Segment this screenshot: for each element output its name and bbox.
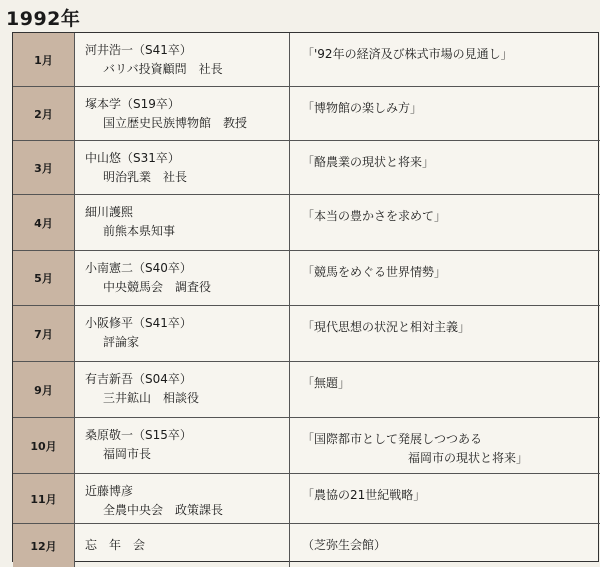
table-row [13, 87, 600, 141]
lecture-topic: 「'92年の経済及び株式市場の見通し」 [302, 47, 513, 61]
month-cell: 9月 [13, 362, 75, 417]
table-row [13, 524, 600, 567]
speaker-name: 中山悠（S31卒） [85, 151, 180, 165]
speaker-cell [75, 251, 289, 305]
speaker-cell [75, 418, 289, 473]
speaker-role: 評論家 [103, 335, 140, 349]
lecture-schedule-table [12, 32, 599, 562]
lecture-topic: 「無題」 [302, 376, 351, 390]
speaker-cell [75, 362, 289, 417]
speaker-cell [75, 141, 289, 194]
speaker-role: バリバ投資顧問 社長 [103, 62, 223, 76]
month-cell: 12月 [13, 524, 75, 567]
speaker-cell [75, 524, 289, 567]
month-cell: 10月 [13, 418, 75, 473]
speaker-name: 塚本学（S19卒） [85, 97, 180, 111]
speaker-role: 国立歴史民族博物館 教授 [103, 116, 248, 130]
table-row [13, 474, 600, 524]
speaker-name: 小阪修平（S41卒） [85, 316, 192, 330]
month-cell: 7月 [13, 306, 75, 361]
speaker-name: 河井浩一（S41卒） [85, 43, 192, 57]
lecture-topic: 「農協の21世紀戦略」 [302, 488, 426, 502]
page-title: 1992年 [6, 8, 81, 30]
month-cell: 1月 [13, 33, 75, 86]
table-row [13, 33, 600, 87]
topic-cell [289, 33, 600, 86]
table-row [13, 418, 600, 474]
speaker-cell [75, 306, 289, 361]
topic-cell [289, 87, 600, 140]
table-row [13, 141, 600, 195]
topic-cell [289, 141, 600, 194]
table-row [13, 195, 600, 251]
topic-cell [289, 306, 600, 361]
speaker-name: 有吉新吾（S04卒） [85, 372, 192, 386]
topic-cell [289, 362, 600, 417]
event-name: 忘 年 会 [85, 538, 146, 552]
topic-cell [289, 251, 600, 305]
speaker-role: 前熊本県知事 [103, 224, 176, 238]
table-row [13, 362, 600, 418]
speaker-cell [75, 87, 289, 140]
speaker-name: 近藤博彦 [85, 484, 134, 498]
event-venue: （芝弥生会館） [302, 538, 387, 552]
speaker-role: 明治乳業 社長 [103, 170, 188, 184]
speaker-name: 小南憲二（S40卒） [85, 261, 192, 275]
month-cell: 11月 [13, 474, 75, 523]
month-cell: 2月 [13, 87, 75, 140]
topic-cell [289, 474, 600, 523]
speaker-role: 三井鉱山 相談役 [103, 391, 200, 405]
topic-cell [289, 524, 600, 567]
lecture-topic: 「本当の豊かさを求めて」 [302, 209, 447, 223]
month-cell: 3月 [13, 141, 75, 194]
lecture-topic: 「競馬をめぐる世界情勢」 [302, 265, 447, 279]
month-cell: 4月 [13, 195, 75, 250]
topic-cell [289, 418, 600, 473]
lecture-topic: 「博物館の楽しみ方」 [302, 101, 423, 115]
speaker-name: 桑原敬一（S15卒） [85, 428, 192, 442]
speaker-cell [75, 474, 289, 523]
speaker-cell [75, 195, 289, 250]
month-cell: 5月 [13, 251, 75, 305]
speaker-role: 中央競馬会 調査役 [103, 280, 212, 294]
lecture-topic: 「酪農業の現状と将来」 [302, 155, 435, 169]
lecture-topic: 「現代思想の状況と相対主義」 [302, 320, 471, 334]
lecture-topic: 「国際都市として発展しつつある [302, 432, 483, 446]
table-row [13, 251, 600, 306]
speaker-role: 全農中央会 政策課長 [103, 503, 224, 517]
topic-cell [289, 195, 600, 250]
speaker-cell [75, 33, 289, 86]
speaker-name: 細川護熙 [85, 205, 134, 219]
table-row [13, 306, 600, 362]
lecture-topic-continued: 福岡市の現状と将来」 [408, 451, 529, 465]
speaker-role: 福岡市長 [103, 447, 152, 461]
